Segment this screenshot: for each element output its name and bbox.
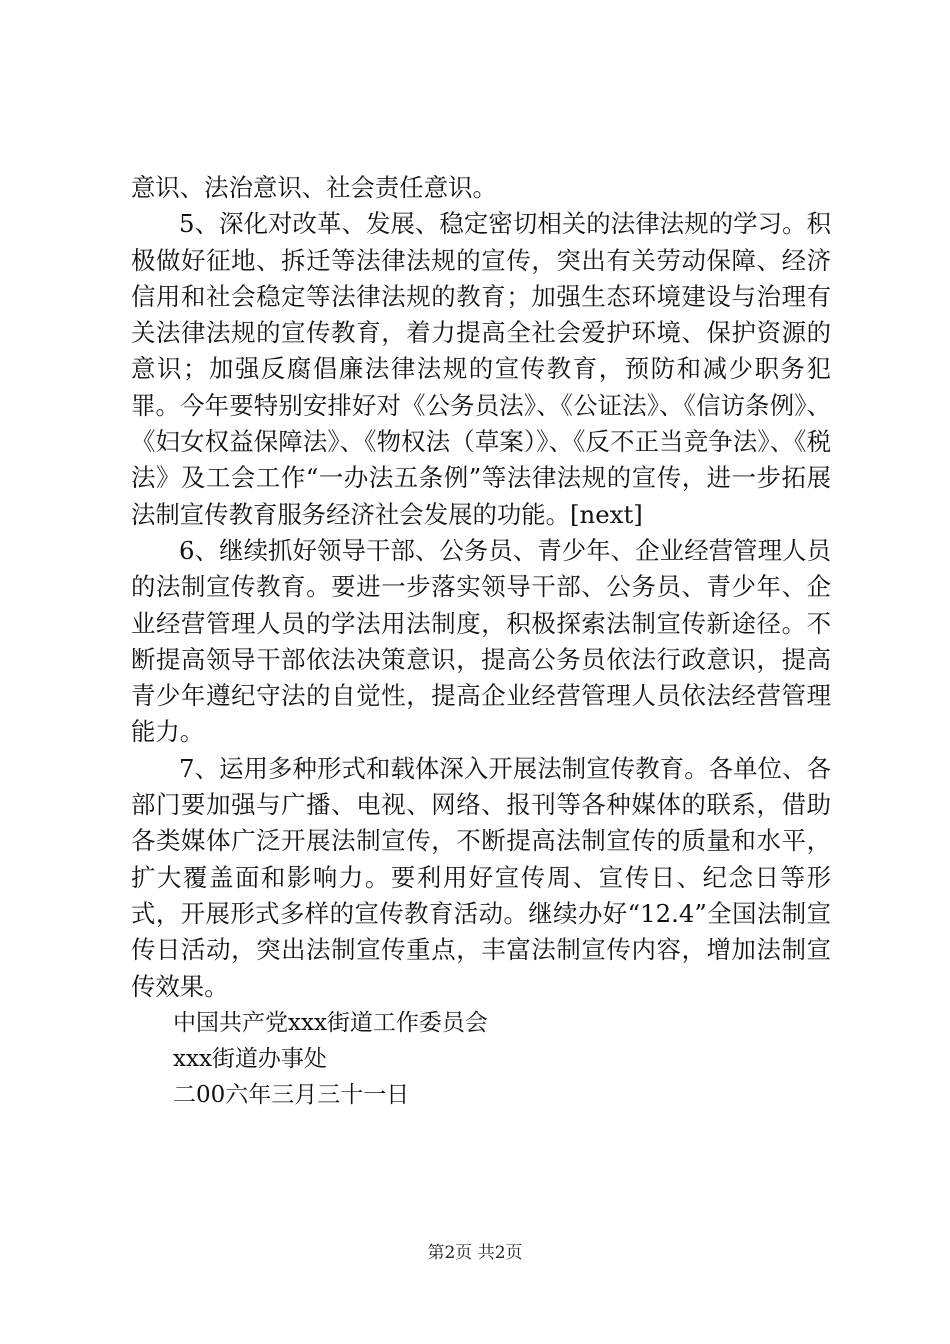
page-footer: 第2页 共2页: [427, 1243, 523, 1263]
signature-date: 二00六年三月三十一日: [173, 1082, 410, 1109]
document-body: [131, 170, 831, 1114]
paragraph-item-7: 7、运用多种形式和载体深入开展法制宣传教育。各单位、各部门要加强与广播、电视、网络、报刊等各种媒体的联系，借助各类媒体广泛开展法制宣传，不断提高法制宣传的质量和水平，扩大覆盖面和影响力。要利用好宣传周、宣传日、纪念日等形式，开展形式多样的宣传教育活动。继续办好“12.4”全国法制宣传日活动，突出法制宣传重点，丰富法制宣传内容，增加法制宣传效果。: [131, 753, 831, 1001]
paragraph-continuation: 意识、法治意识、社会责任意识。: [131, 173, 497, 202]
signature-street-office: xxx街道办事处: [173, 1046, 327, 1073]
paragraph-item-5: 5、深化对改革、发展、稳定密切相关的法律法规的学习。积极做好征地、拆迁等法律法规的宣传，突出有关劳动保障、经济信用和社会稳定等法律法规的教育；加强生态环境建设与治理有关法律法规的宣传教育，着力提高全社会爱护环境、保护资源的意识；加强反腐倡廉法律法规的宣传教育，预防和减少职务犯罪。今年要特别安排好对《公务员法》、《公证法》、《信访条例》、《妇女权益保障法》、《物权法（草案）》、《反不正当竞争法》、《税法》及工会工作“一办法五条例”等法律法规的宣传，进一步拓展法制宣传教育服务经济社会发展的功能。[next]: [131, 209, 831, 529]
paragraph-item-6: 6、继续抓好领导干部、公务员、青少年、企业经营管理人员的法制宣传教育。要进一步落实领导干部、公务员、青少年、企业经营管理人员的学法用法制度，积极探索法制宣传新途径。不断提高领导干部依法决策意识，提高公务员依法行政意识，提高青少年遵纪守法的自觉性，提高企业经营管理人员依法经营管理能力。: [131, 535, 831, 747]
signature-party-committee: 中国共产党xxx街道工作委员会: [173, 1009, 488, 1036]
